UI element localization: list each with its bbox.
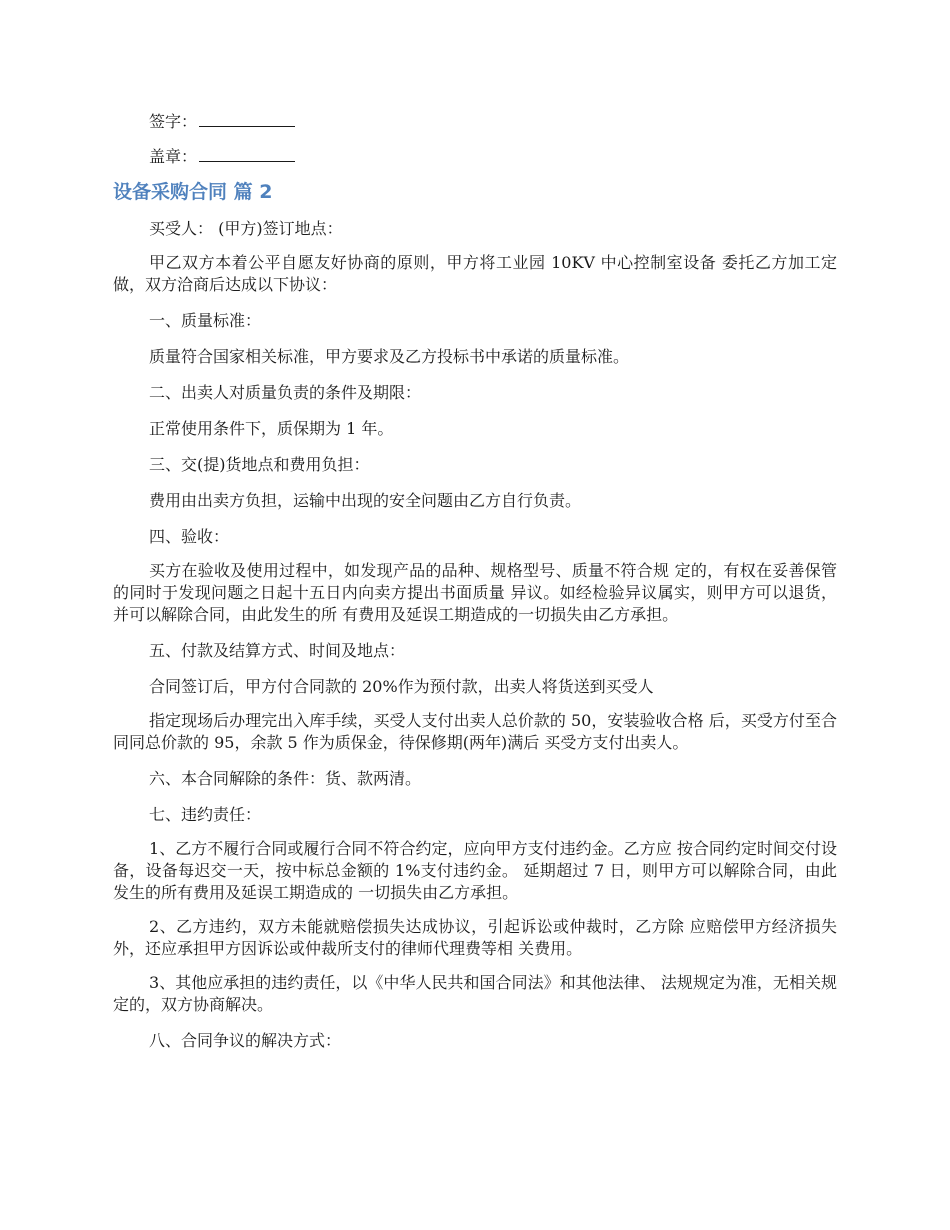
clause-heading-6: 六、本合同解除的条件：货、款两清。 — [149, 769, 422, 788]
seal-line — [113, 143, 837, 170]
clause-text-5a: 合同签订后，甲方付合同款的 20%作为预付款，出卖人将货送到买受人 — [149, 677, 654, 696]
clause-heading-8: 八、合同争议的解决方式： — [149, 1031, 342, 1050]
clause-heading-7: 七、违约责任： — [149, 805, 262, 824]
clause-text-3: 费用由出卖方负担，运输中出现的安全问题由乙方自行负责。 — [149, 491, 582, 510]
buyer-line: 买受人： (甲方)签订地点： — [149, 219, 343, 238]
clause-text-7-1: 1、乙方不履行合同或履行合同不符合约定，应向甲方支付违约金。乙方应 按合同约定时间交付设备，设备每迟交一天，按中标总金额的 1%支付违约金。 延期超过 7 日，则甲方可以解除合同，由此发生的所有费用及延误工期造成的 一切损失由乙方承担。 — [113, 839, 837, 902]
section-heading: 设备采购合同 篇 2 — [113, 181, 273, 203]
signature-line — [113, 108, 837, 135]
clause-heading-1: 一、质量标准： — [149, 311, 262, 330]
clause-text-2: 正常使用条件下，质保期为 1 年。 — [149, 419, 394, 438]
seal-label: 盖章： — [149, 147, 198, 166]
seal-blank — [199, 143, 295, 162]
clause-text-4: 买方在验收及使用过程中，如发现产品的品种、规格型号、质量不符合规 定的，有权在妥善保管的同时于发现问题之日起十五日内向卖方提出书面质量 异议。如经检验异议属实，则甲方可以退货，并可以解除合同，由此发生的所 有费用及延误工期造成的一切损失由乙方承担。 — [113, 561, 837, 624]
signature-blank — [199, 108, 295, 127]
clause-text-1: 质量符合国家相关标准，甲方要求及乙方投标书中承诺的质量标准。 — [149, 347, 630, 366]
clause-text-7-3: 3、其他应承担的违约责任，以《中华人民共和国合同法》和其他法律、 法规规定为准，无相关规定的，双方协商解决。 — [113, 973, 837, 1014]
clause-heading-4: 四、验收： — [149, 527, 230, 546]
intro-paragraph: 甲乙双方本着公平自愿友好协商的原则，甲方将工业园 10KV 中心控制室设备 委托乙方加工定做，双方洽商后达成以下协议： — [113, 253, 837, 294]
document-page — [113, 108, 837, 1064]
clause-heading-2: 二、出卖人对质量负责的条件及期限： — [149, 383, 422, 402]
sign-label: 签字： — [149, 112, 198, 131]
clause-text-5b: 指定现场后办理完出入库手续，买受人支付出卖人总价款的 50，安装验收合格 后，买受方付至合同同总价款的 95，余款 5 作为质保金，待保修期(两年)满后 买受方支付出卖人。 — [113, 711, 837, 752]
clause-text-7-2: 2、乙方违约，双方未能就赔偿损失达成协议，引起诉讼或仲裁时，乙方除 应赔偿甲方经济损失外，还应承担甲方因诉讼或仲裁所支付的律师代理费等相 关费用。 — [113, 917, 837, 958]
clause-heading-3: 三、交(提)货地点和费用负担： — [149, 455, 370, 474]
clause-heading-5: 五、付款及结算方式、时间及地点： — [149, 641, 406, 660]
